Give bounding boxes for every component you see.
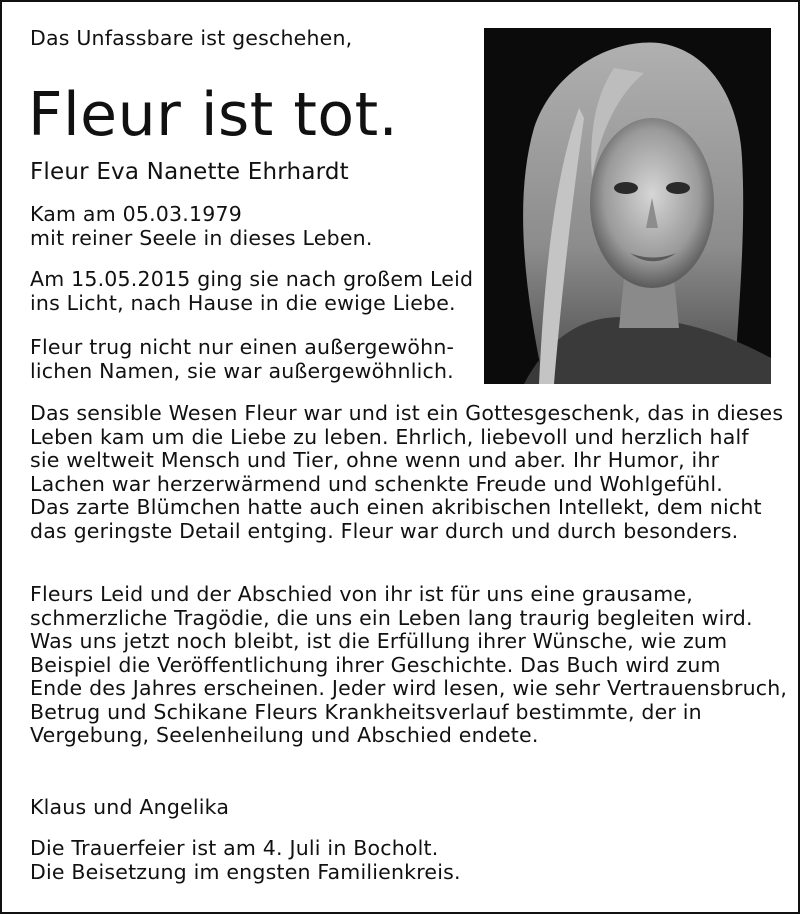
- farewell-paragraph: [30, 583, 787, 748]
- birth-paragraph: [30, 203, 373, 250]
- text-line: Vergebung, Seelenheilung und Abschied endete.: [30, 723, 539, 747]
- text-line: Leben kam um die Liebe zu leben. Ehrlich, liebevoll und herzlich half: [30, 424, 749, 449]
- text-line: schmerzliche Tragödie, die uns ein Leben lang traurig begleiten wird.: [30, 605, 753, 630]
- text-line: Am 15.05.2015 ging sie nach großem Leid: [30, 267, 474, 291]
- text-line: lichen Namen, sie war außergewöhnlich.: [30, 358, 454, 383]
- portrait-image: [484, 28, 771, 384]
- text-line: Fleur trug nicht nur einen außergewöhn-: [30, 335, 455, 359]
- name-paragraph: [30, 336, 454, 383]
- portrait-photo: [484, 28, 771, 384]
- text-line: Die Trauerfeier ist am 4. Juli in Bocholt.: [30, 836, 439, 860]
- text-line: mit reiner Seele in dieses Leben.: [30, 225, 373, 250]
- text-line: Das sensible Wesen Fleur war und ist ein Gottesgeschenk, das in dieses: [30, 401, 784, 425]
- text-line: Das zarte Blümchen hatte auch einen akribischen Intellekt, dem nicht: [30, 495, 762, 519]
- text-line: Die Beisetzung im engsten Familienkreis.: [30, 859, 461, 884]
- death-paragraph: [30, 268, 473, 315]
- headline: Fleur ist tot.: [28, 80, 399, 150]
- text-line: Ende des Jahres erscheinen. Jeder wird lesen, wie sehr Vertrauensbruch,: [30, 676, 788, 700]
- text-line: das geringste Detail entging. Fleur war durch und durch besonders.: [30, 518, 739, 543]
- text-line: Fleurs Leid und der Abschied von ihr ist für uns eine grausame,: [30, 582, 693, 606]
- text-line: Was uns jetzt noch bleibt, ist die Erfüllung ihrer Wünsche, wie zum: [30, 629, 728, 653]
- signature: Klaus und Angelika: [30, 795, 230, 819]
- text-line: Kam am 05.03.1979: [30, 202, 242, 226]
- text-line: Lachen war herzerwärmend und schenkte Freude und Wohlgefühl.: [30, 471, 723, 496]
- ceremony-paragraph: [30, 837, 461, 884]
- intro-line: Das Unfassbare ist geschehen,: [30, 26, 353, 50]
- tribute-paragraph: [30, 402, 783, 543]
- text-line: ins Licht, nach Hause in die ewige Liebe.: [30, 290, 456, 315]
- text-line: Betrug und Schikane Fleurs Krankheitsverlauf bestimmte, der in: [30, 699, 702, 724]
- text-line: sie weltweit Mensch und Tier, ohne wenn und aber. Ihr Humor, ihr: [30, 448, 720, 472]
- full-name: Fleur Eva Nanette Ehrhardt: [30, 159, 349, 185]
- text-line: Beispiel die Veröffentlichung ihrer Geschichte. Das Buch wird zum: [30, 652, 721, 677]
